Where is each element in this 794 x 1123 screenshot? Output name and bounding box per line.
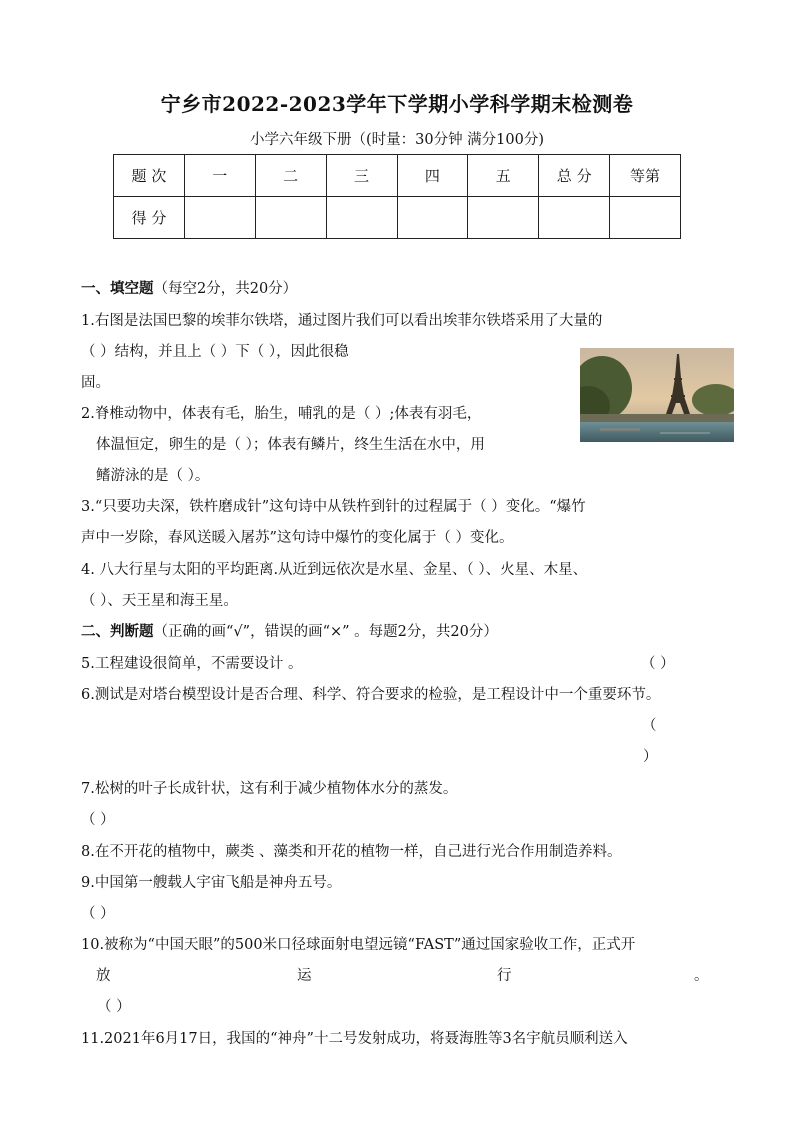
q10-answer-blank[interactable]: （ ） (97, 999, 131, 1015)
score-header-cell: 一 (184, 155, 255, 197)
q5-text: 5.工程建设很简单，不需要设计 。 (81, 656, 303, 672)
section-2-note: （正确的画“√”，错误的画“×” 。每题2分，共20分） (153, 624, 498, 640)
page-subtitle: 小学六年级下册（(时量：30分钟 满分100分) (249, 132, 545, 148)
q2-line1: 2.脊椎动物中，体表有毛，胎生，哺乳的是（ ）;体表有羽毛， (81, 406, 482, 422)
q7-answer-blank[interactable]: （ ） (81, 812, 115, 828)
score-cell[interactable] (539, 197, 610, 239)
score-header-cell: 五 (468, 155, 539, 197)
q5-answer-blank[interactable]: （ ） (641, 656, 675, 672)
score-cell[interactable] (468, 197, 539, 239)
section-1-heading (81, 277, 297, 298)
score-table-score-row (114, 197, 681, 239)
score-table-header-row (114, 155, 681, 197)
score-cell[interactable] (184, 197, 255, 239)
section-2-title: 二、判断题 (81, 623, 154, 640)
score-header-cell: 二 (255, 155, 326, 197)
section-1-note: （每空2分，共20分） (153, 281, 298, 297)
q8-text: 8.在不开花的植物中，蕨类 、藻类和开花的植物一样，自己进行光合作用制造养料。 (81, 844, 622, 860)
score-header-cell: 总 分 (539, 155, 610, 197)
q2-line3: 鳍游泳的是（ ）。 (96, 468, 210, 484)
score-header-cell: 三 (326, 155, 397, 197)
q9-text: 9.中国第一艘载人宇宙飞船是神舟五号。 (81, 875, 342, 891)
score-cell[interactable] (326, 197, 397, 239)
page-title: 宁乡市2022-2023学年下学期小学科学期末检测卷 (160, 92, 634, 116)
score-cell[interactable] (610, 197, 681, 239)
q3-line2: 声中一岁除，春风送暖入屠苏”这句诗中爆竹的变化属于（ ）变化。 (81, 530, 514, 546)
q10-word-4: 。 (694, 968, 709, 984)
q3-line1: 3.“只要功夫深，铁杵磨成针”这句诗中从铁杵到针的过程属于（ ）变化。“爆竹 (81, 499, 586, 515)
q10-line1: 10.被称为“中国天眼”的500米口径球面射电望远镜“FAST”通过国家验收工作，正式开 (81, 937, 636, 953)
q4-line1: 4. 八大行星与太阳的平均距离.从近到远依次是水星、金星、（ ）、火星、木星、 (81, 562, 588, 578)
section-1-title: 一、填空题 (81, 280, 154, 297)
q11-line1: 11.2021年6月17日，我国的“神舟”十二号发射成功，将聂海胜等3名宇航员顺利送入 (81, 1031, 628, 1047)
section-2-heading (81, 620, 498, 641)
q2-line2: 体温恒定，卵生的是（ ）；体表有鳞片，终生生活在水中，用 (96, 437, 485, 453)
score-cell[interactable] (255, 197, 326, 239)
score-header-cell: 等第 (610, 155, 681, 197)
q7-text: 7.松树的叶子长成针状，这有利于减少植物体水分的蒸发。 (81, 781, 458, 797)
score-table (113, 154, 681, 239)
score-cell[interactable] (397, 197, 468, 239)
q1-line3: 固。 (81, 375, 110, 391)
score-header-cell: 题 次 (114, 155, 185, 197)
q10-word-2: 运 (297, 968, 312, 984)
score-row-label: 得 分 (114, 197, 185, 239)
eiffel-tower-photo (580, 348, 734, 442)
q10-word-1: 放 (96, 968, 111, 984)
q6-answer-close[interactable]: ） (643, 749, 658, 765)
q9-answer-blank[interactable]: （ ） (81, 906, 115, 922)
q6-answer-open[interactable]: （ (642, 718, 657, 734)
q10-word-3: 行 (497, 968, 512, 984)
q4-line2: （ ）、天王星和海王星。 (81, 593, 238, 609)
score-header-cell: 四 (397, 155, 468, 197)
q1-line1: 1.右图是法国巴黎的埃菲尔铁塔，通过图片我们可以看出埃菲尔铁塔采用了大量的 (81, 313, 603, 329)
q6-text: 6.测试是对塔台模型设计是否合理、科学、符合要求的检验，是工程设计中一个重要环节。 (81, 687, 661, 703)
q1-line2: （ ）结构，并且上（ ）下（ ），因此很稳 (81, 344, 349, 360)
